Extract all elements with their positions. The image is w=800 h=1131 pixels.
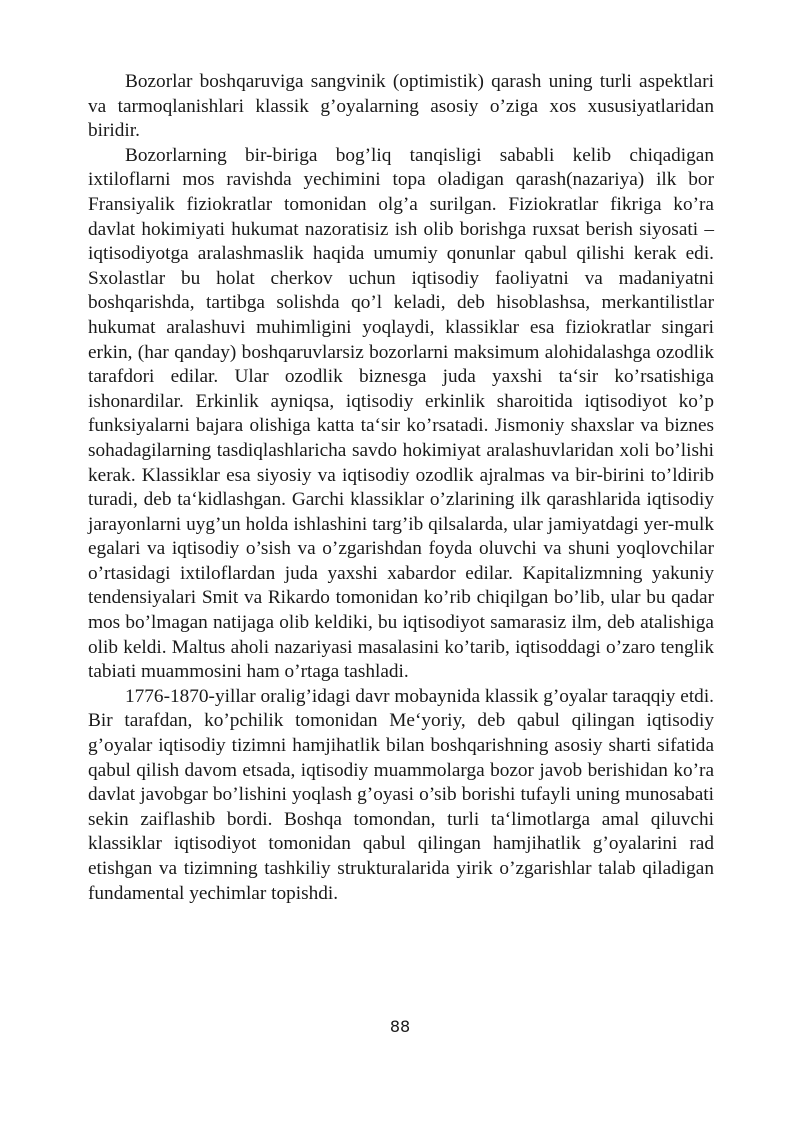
- paragraph: Bozorlarning bir-biriga bog’liq tanqisligi sababli kelib chiqadigan ixtiloflarni mos ravishda yechimini topa oladigan qarash(nazariya) ilk bor Fransiyalik fiziokratlar tomonidan olg’a surilgan. Fiziokratlar fikriga ko’ra davlat hokimiyati hukumat nazoratisiz ish olib borishga ruxsat berish siyosati – iqtisodiyotga aralashmaslik haqida umumiy qonunlar qabul qilishi kerak edi. Sxolastlar bu holat cherkov uchun iqtisodiy faoliyatni va madaniyatni boshqarishda, tartibga solishda qo’l keladi, deb hisoblashsa, merkantilistlar hukumat aralashuvi muhimligini yoqlaydi, klassiklar esa fiziokratlar singari erkin, (har qanday) boshqaruvlarsiz bozorlarni maksimum alohidalashga ozodlik tarafdori edilar. Ular ozodlik biznesga juda yaxshi ta‘sir ko’rsatishiga ishonardilar. Erkinlik ayniqsa, iqtisodiy erkinlik sharoitida iqtisodiyot ko’p funksiyalarni bajara olishiga katta ta‘sir ko’rsatadi. Jismoniy shaxslar va biznes sohadagilarning tasdiqlashlaricha savdo hokimiyat aralashuvlaridan xoli bo’lishi kerak. Klassiklar esa siyosiy va iqtisodiy ozodlik ajralmas va bir-birini to’ldirib turadi, deb ta‘kidlashgan. Garchi klassiklar o’zlarining ilk qarashlarida iqtisodiy jarayonlarni uyg’un holda ishlashini targ’ib qilsalarda, ular jamiyatdagi yer-mulk egalari va iqtisodiy o’sish va o’zgarishdan foyda oluvchi va shuni yoqlovchilar o’rtasidagi ixtiloflardan juda yaxshi xabardor edilar. Kapitalizmning yakuniy tendensiyalari Smit va Rikardo tomonidan ko’rib chiqilgan bo’lib, ular bu qadar mos bo’lmagan natijaga olib keldiki, bu iqtisodiyot samarasiz ilm, deb atalishiga olib keldi. Maltus aholi nazariyasi masalasini ko’tarib, iqtisoddagi o’zaro tenglik tabiati muammosini ham o’rtaga tashladi.: [88, 144, 714, 683]
- paragraph: 1776-1870-yillar oralig’idagi davr mobaynida klassik g’oyalar taraqqiy etdi. Bir tarafdan, ko’pchilik tomonidan Me‘yoriy, deb qabul qilingan iqtisodiy g’oyalar iqtisodiy tizimni hamjihatlik bilan boshqarishning asosiy sharti sifatida qabul qilish davom etsada, iqtisodiy muammolarga bozor javob berishidan ko’ra davlat javobgar bo’lishini yoqlash g’oyasi o’sib borishi tufayli uning munosabati sekin zaiflashib bordi. Boshqa tomondan, turli ta‘limotlarga amal qiluvchi klassiklar iqtisodiyot tomonidan qabul qilingan hamjihatlik g’oyalarini rad etishgan va tizimning tashkiliy strukturalarida yirik o’zgarishlar talab qiladigan fundamental yechimlar topishdi.: [88, 685, 714, 904]
- paragraph: Bozorlar boshqaruviga sangvinik (optimistik) qarash uning turli aspektlari va tarmoqlanishlari klassik g’oyalarning asosiy o’ziga xos xususiyatlaridan biridir.: [88, 71, 714, 142]
- page-number: 88: [389, 1017, 411, 1036]
- page-body: [88, 70, 714, 906]
